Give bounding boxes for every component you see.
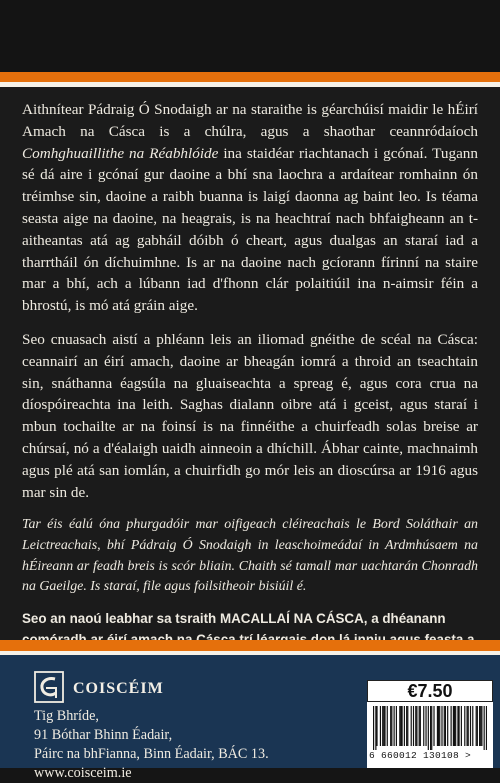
barcode-bar [411, 706, 412, 746]
address-line: 91 Bóthar Bhinn Éadair, [34, 727, 173, 743]
barcode-bar [425, 706, 426, 746]
coisceim-logo-icon [34, 671, 64, 703]
barcode-bar [419, 706, 420, 746]
barcode-bar [428, 706, 429, 750]
price-label: €7.50 [367, 680, 493, 702]
barcode-bar [454, 706, 455, 746]
barcode-bar [407, 706, 408, 746]
barcode-bar [375, 706, 376, 750]
orange-stripe-bottom [0, 640, 500, 651]
barcode-bar [468, 706, 469, 746]
barcode-bar [399, 706, 400, 746]
barcode-bar [406, 706, 407, 746]
barcode-number: 6 660012 130108 > [369, 750, 472, 761]
barcode-bar [376, 706, 377, 746]
series-note: Seo an naoú leabhar sa tsraith MACALLAÍ NA CÁSCA, a dhéanann [22, 610, 446, 626]
barcode-bar [415, 706, 416, 746]
barcode-bar [457, 706, 458, 746]
barcode-bar [396, 706, 397, 746]
barcode-bar [382, 706, 383, 746]
book-title-italic: Comhghuaillithe na Réabhlóide [22, 144, 219, 162]
barcode-bar [481, 706, 482, 746]
barcode-bar [444, 706, 445, 746]
barcode-bar [466, 706, 467, 746]
barcode-bar [437, 706, 438, 746]
barcode-bar [420, 706, 421, 746]
barcode-bar [484, 706, 485, 750]
barcode-bar [447, 706, 448, 746]
barcode-bar [441, 706, 442, 746]
barcode-bar [431, 706, 432, 750]
barcode-bar [455, 706, 456, 746]
barcode-bar [479, 706, 480, 746]
barcode-bar [383, 706, 384, 746]
barcode-bar [400, 706, 401, 746]
publisher-band [0, 655, 500, 781]
address-line: Páirc na bhFianna, Binn Éadair, BÁC 13. [34, 746, 269, 762]
barcode-bar [380, 706, 381, 746]
barcode-bar [413, 706, 414, 746]
barcode [367, 702, 493, 768]
barcode-bar [404, 706, 405, 746]
blurb-p1-end: ina staidéar riachtanach i gcónaí. Tugann sé dá aire i gcónaí gur daoine a bhí sna laochra a ardaítear romhainn ón tréimhse sin, daoine a raibh buanna is laigí daonna ag baint leo. Is téama seasta aige na daoine, na heagrais, is na heachtraí nach bhfaigheann an t-aitheantas atá ag gabháil dóibh ó cheart, agus dualgas an staraí iad a tharrtháil ón díchuimhne. Is ar na daoine nach gcíorann fírinní na staire mar a bhí, ach a lúbann iad d'fhonn clár polaitiúil ina n-aimsir féin a bhrostú, is mó atá gráin aige. [22, 144, 478, 315]
barcode-bar [416, 706, 417, 746]
address-line: Tig Bhríde, [34, 708, 99, 724]
barcode-bar [384, 706, 385, 746]
barcode-bar [476, 706, 477, 746]
barcode-bar [387, 706, 388, 746]
barcode-bar [472, 706, 473, 746]
barcode-bar [486, 706, 487, 750]
website: www.coisceim.ie [34, 765, 132, 781]
barcode-bar [453, 706, 454, 746]
barcode-bar [461, 706, 462, 746]
blurb-p1-start: Aithnítear Pádraig Ó Snodaigh ar na staraithe is géarchúisí maidir le hÉirí Amach na Cásca is a chúlra, agus a shaothar ceannródaíoch [22, 101, 478, 140]
barcode-bar [423, 706, 424, 746]
barcode-bar [470, 706, 471, 746]
barcode-bars [373, 706, 487, 750]
barcode-bar [433, 706, 434, 746]
barcode-bar [477, 706, 478, 746]
barcode-bar [394, 706, 395, 746]
barcode-bar [451, 706, 452, 746]
blurb-paragraph-2: Seo cnuasach aistí a phléann leis an iliomad gnéithe de scéal na Cásca: ceannairí an éirí amach, daoine ar bheagán iomrá a throid an tseachtain sin, snáthanna éagsúla na gluaiseachta a spreag é, agus cora crua na díospóireachta ina leith. Saghas dialann oibre atá i gceist, agus staraí i mbun tochailte ar na foinsí is na finnéithe a chuirfeadh solas breise ar chúrsaí, nó a d'éalaigh uaidh ainneoin a dhíchill. Ábhar cainte, machnaimh agus plé atá san iomlán, a chuirfidh go mór leis an dioscúrsa ar 1916 agus mar sin de. [22, 330, 478, 501]
barcode-bar [439, 706, 440, 746]
blurb-text [0, 87, 500, 640]
barcode-bar [459, 706, 460, 746]
barcode-bar [391, 706, 392, 746]
barcode-bar [445, 706, 446, 746]
orange-stripe-top [0, 72, 500, 82]
author-bio: Tar éis éalú óna phurgadóir mar oifigeach cléireachais le Bord Soláthair an Leictreachais, bhí Pádraig Ó Snodaigh in leaschoimeádaí in Ardmhúsaem na hÉireann ar feadh breis is scór bliain. Chaith sé tamall mar uachtarán Chonradh na Gaeilge. Is staraí, file agus foilsitheoir bisiúil é. [22, 517, 478, 595]
barcode-bar [390, 706, 391, 746]
barcode-bar [373, 706, 374, 750]
publisher-address [34, 707, 269, 783]
blurb-paragraph-1 [22, 99, 478, 317]
barcode-bar [402, 706, 403, 746]
barcode-bar [464, 706, 465, 746]
barcode-bar [430, 706, 431, 750]
publisher-name: COISCÉIM [73, 680, 164, 697]
barcode-bar [438, 706, 439, 746]
barcode-bar [480, 706, 481, 746]
top-dark-panel [0, 0, 500, 72]
